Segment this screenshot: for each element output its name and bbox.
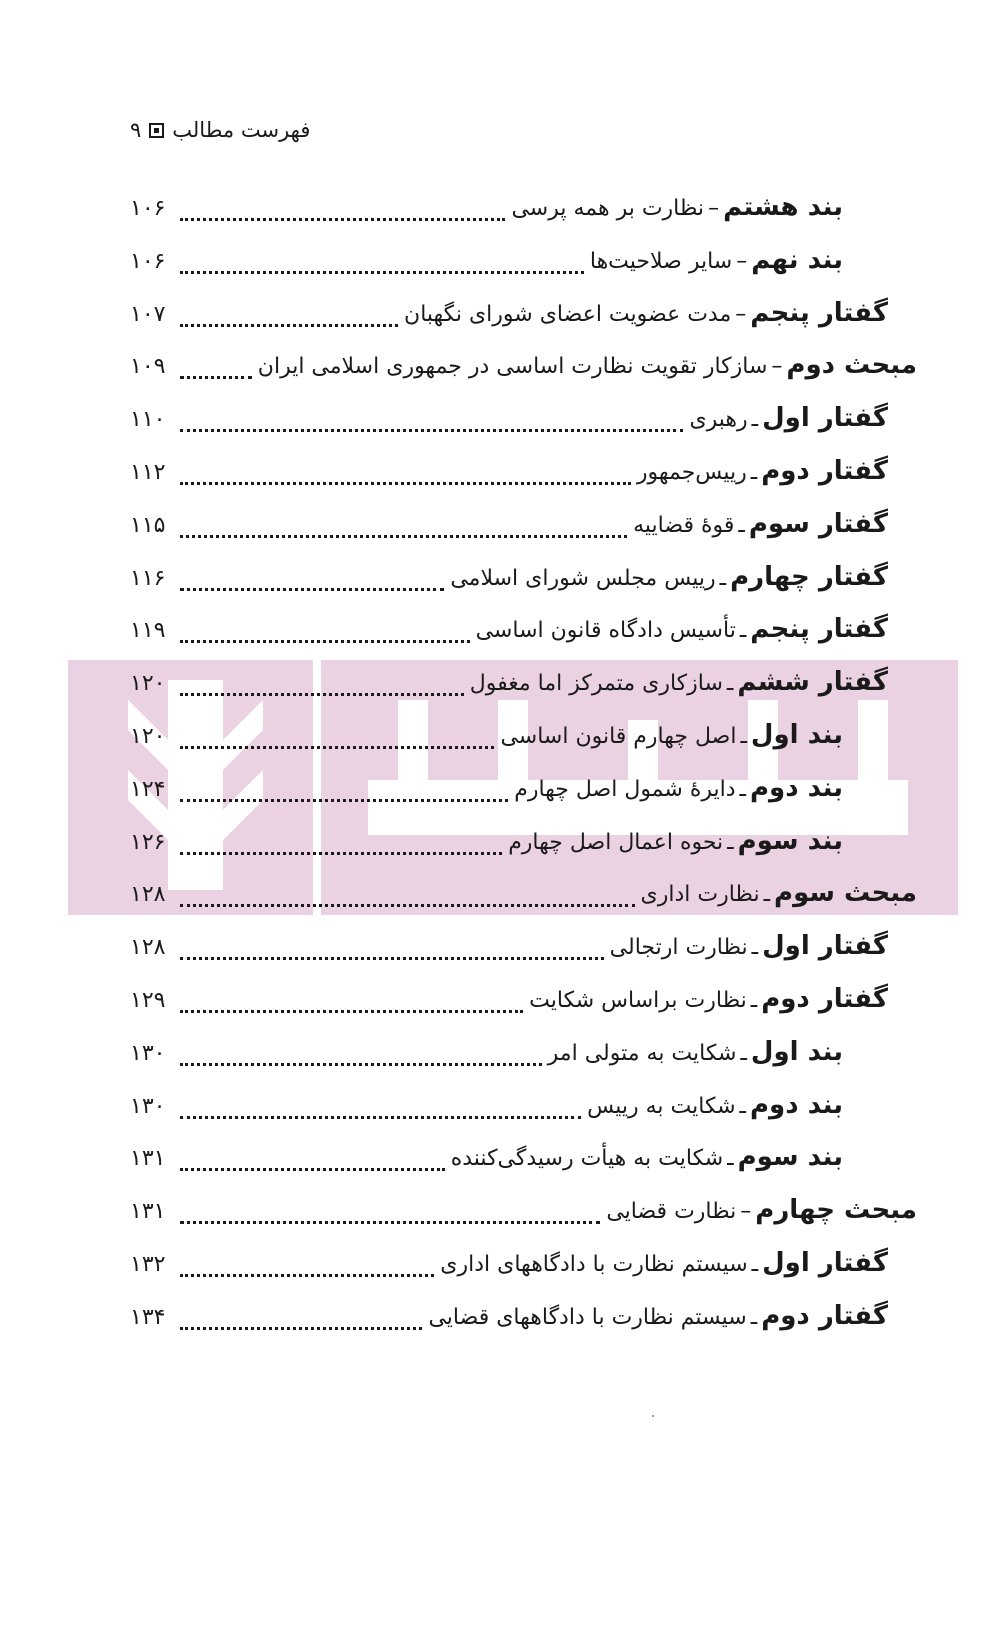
toc-entry-separator: ـ	[751, 935, 759, 960]
toc-entry-label: بند دوم	[749, 1090, 843, 1120]
toc-entry-separator: ـ	[739, 777, 746, 802]
dot-leader	[180, 732, 494, 749]
toc-entry-separator: ـ	[739, 1094, 746, 1119]
toc-entry-label: گفتار اول	[762, 931, 888, 961]
dot-leader	[180, 679, 464, 696]
toc-entry-page-number: ۱۱۵	[130, 513, 166, 538]
toc-entry	[130, 878, 917, 918]
toc-entry-page-number: ۱۲۰	[130, 671, 166, 696]
toc-entry-title: رییس مجلس شورای اسلامی	[450, 566, 716, 591]
dot-leader	[180, 362, 252, 379]
dot-leader	[180, 838, 502, 855]
toc-entry-page-number: ۱۲۸	[130, 882, 166, 907]
header-page-number: ۹	[130, 118, 142, 142]
toc-entry	[130, 931, 888, 971]
toc-entry-page-number: ۱۱۲	[130, 460, 166, 485]
toc-entry	[130, 667, 888, 707]
toc-entry-label: گفتار اول	[762, 403, 888, 433]
toc-entry-title: نظارت براساس شکایت	[529, 988, 747, 1013]
dot-leader	[180, 310, 398, 327]
toc-entry-title: تأسیس دادگاه قانون اساسی	[475, 618, 736, 643]
toc-entry	[130, 1142, 843, 1182]
toc-entry-separator: ـ	[750, 1305, 758, 1330]
toc-entry-separator: ـ	[751, 1252, 759, 1277]
toc-entry-title: سیستم نظارت با دادگاههای قضایی	[428, 1305, 747, 1330]
toc-entry-title: سیستم نظارت با دادگاههای اداری	[440, 1252, 748, 1277]
toc-entry-page-number: ۱۲۶	[130, 830, 166, 855]
dot-leader	[180, 785, 508, 802]
toc-entry-title: نظارت قضایی	[606, 1199, 737, 1224]
toc-entry-label: مبحث چهارم	[755, 1195, 917, 1225]
toc-entry-title: نحوه اعمال اصل چهارم	[508, 830, 724, 855]
dot-leader	[180, 257, 584, 274]
toc-entry-separator: –	[735, 302, 747, 327]
toc-entry-label: گفتار دوم	[761, 984, 888, 1014]
dot-leader	[180, 415, 683, 432]
toc-entry	[130, 614, 888, 654]
dot-leader	[180, 996, 523, 1013]
toc-entry	[130, 245, 843, 285]
toc-entry-title: شکایت به رییس	[587, 1094, 736, 1119]
dot-leader	[180, 468, 631, 485]
dot-leader	[180, 1154, 445, 1171]
toc-entry	[130, 456, 888, 496]
toc-entry-page-number: ۱۲۴	[130, 777, 166, 802]
dot-leader	[180, 1102, 581, 1119]
toc-entry-label: بند سوم	[737, 1142, 843, 1172]
dot-leader	[180, 626, 470, 643]
toc-entry-page-number: ۱۳۲	[130, 1252, 166, 1277]
toc-entry	[130, 298, 888, 338]
toc-entry-title: قوهٔ قضاییه	[633, 513, 735, 538]
toc-entry-separator: ـ	[740, 1041, 747, 1066]
toc-entry	[130, 509, 888, 549]
toc-entry-page-number: ۱۰۹	[130, 354, 166, 379]
toc-entry-separator: –	[771, 354, 783, 379]
toc-entry-label: گفتار چهارم	[730, 562, 888, 592]
toc-entry-label: مبحث دوم	[786, 350, 917, 380]
dot-leader	[180, 943, 604, 960]
toc-entry-label: گفتار دوم	[761, 456, 888, 486]
toc-entry-page-number: ۱۳۰	[130, 1041, 166, 1066]
toc-entry	[130, 720, 843, 760]
toc-entry-title: سازکار تقویت نظارت اساسی در جمهوری اسلامی ایران	[257, 354, 768, 379]
toc-entry-separator: ـ	[726, 671, 734, 696]
dot-leader	[180, 1207, 600, 1224]
toc-entry-separator: ـ	[750, 988, 758, 1013]
toc-entry-title: نظارت ارتجالی	[609, 935, 748, 960]
toc-entry-title: سازکاری متمرکز اما مغفول	[469, 671, 723, 696]
toc-entry-label: بند دوم	[749, 773, 843, 803]
dot-leader	[180, 890, 635, 907]
toc-entry-title: دایرهٔ شمول اصل چهارم	[514, 777, 736, 802]
toc-entry-label: بند سوم	[737, 826, 843, 856]
toc-entry-separator: –	[708, 196, 720, 221]
toc-entry-page-number: ۱۲۸	[130, 935, 166, 960]
toc-entry-page-number: ۱۳۰	[130, 1094, 166, 1119]
dot-leader	[180, 1313, 422, 1330]
toc-entry-title: رییس‌جمهور	[636, 460, 747, 485]
toc-entry-separator: ـ	[727, 830, 734, 855]
toc-entry	[130, 1301, 888, 1341]
toc-entry-title: شکایت به متولی امر	[547, 1041, 737, 1066]
toc-entry-page-number: ۱۳۴	[130, 1305, 166, 1330]
toc-entry-label: بند نهم	[751, 245, 843, 275]
toc-entry-page-number: ۱۳۱	[130, 1146, 166, 1171]
toc-entry-title: مدت عضویت اعضای شورای نگهبان	[404, 302, 732, 327]
toc-entry-separator: ـ	[751, 407, 759, 432]
toc-entry-separator: ـ	[740, 724, 747, 749]
toc-entry-separator: ـ	[738, 513, 745, 538]
dot-leader	[180, 1049, 542, 1066]
page-speck	[652, 1415, 654, 1417]
toc-entry-label: گفتار ششم	[737, 667, 888, 697]
dot-leader	[180, 574, 444, 591]
toc-entry-title: سایر صلاحیت‌ها	[589, 249, 733, 274]
toc-entry-title: اصل چهارم قانون اساسی	[500, 724, 737, 749]
toc-entry	[130, 1195, 917, 1235]
toc-entry	[130, 773, 843, 813]
toc-entry-page-number: ۱۲۰	[130, 724, 166, 749]
toc-entry-separator: ـ	[719, 566, 727, 591]
toc-entry-label: گفتار پنجم	[750, 298, 888, 328]
dot-leader	[180, 204, 505, 221]
toc-entry-label: گفتار دوم	[761, 1301, 888, 1331]
toc-entry-label: گفتار اول	[762, 1248, 888, 1278]
toc-entry-title: نظارت اداری	[640, 882, 760, 907]
toc-entry-page-number: ۱۲۹	[130, 988, 166, 1013]
toc-entry-page-number: ۱۰۶	[130, 196, 166, 221]
toc-entry-title: شکایت به هیأت رسیدگی‌کننده	[450, 1146, 724, 1171]
toc-entry-label: بند اول	[750, 720, 843, 750]
toc-entry-separator: –	[740, 1199, 752, 1224]
toc-entry	[130, 1090, 843, 1130]
toc-entry-page-number: ۱۱۶	[130, 566, 166, 591]
toc-entry	[130, 350, 917, 390]
toc-entry-page-number: ۱۱۰	[130, 407, 166, 432]
toc-entry-title: رهبری	[689, 407, 748, 432]
toc-entry-page-number: ۱۳۱	[130, 1199, 166, 1224]
toc-entry-label: مبحث سوم	[774, 878, 917, 908]
toc-entry	[130, 826, 843, 866]
toc-entry-label: بند اول	[750, 1037, 843, 1067]
toc-entry-separator: ـ	[750, 460, 758, 485]
toc-entry	[130, 403, 888, 443]
toc-entry-page-number: ۱۱۹	[130, 618, 166, 643]
toc-entry-page-number: ۱۰۶	[130, 249, 166, 274]
toc-entry-separator: ـ	[739, 618, 747, 643]
toc-entry	[130, 984, 888, 1024]
toc-entry-label: گفتار سوم	[748, 509, 888, 539]
toc-entry-separator: ـ	[763, 882, 771, 907]
toc-entry-separator: ـ	[727, 1146, 734, 1171]
toc-entry-label: گفتار پنجم	[750, 614, 888, 644]
toc-entry	[130, 1037, 843, 1077]
toc-entry-label: بند هشتم	[723, 192, 843, 222]
dot-leader	[180, 521, 627, 538]
toc-entry-separator: –	[736, 249, 748, 274]
toc-entry	[130, 192, 843, 232]
header-title: فهرست مطالب	[172, 118, 311, 142]
toc-entry	[130, 562, 888, 602]
toc-entry-page-number: ۱۰۷	[130, 302, 166, 327]
dot-leader	[180, 1260, 434, 1277]
toc-entry-title: نظارت بر همه پرسی	[511, 196, 705, 221]
toc-entry	[130, 1248, 888, 1288]
